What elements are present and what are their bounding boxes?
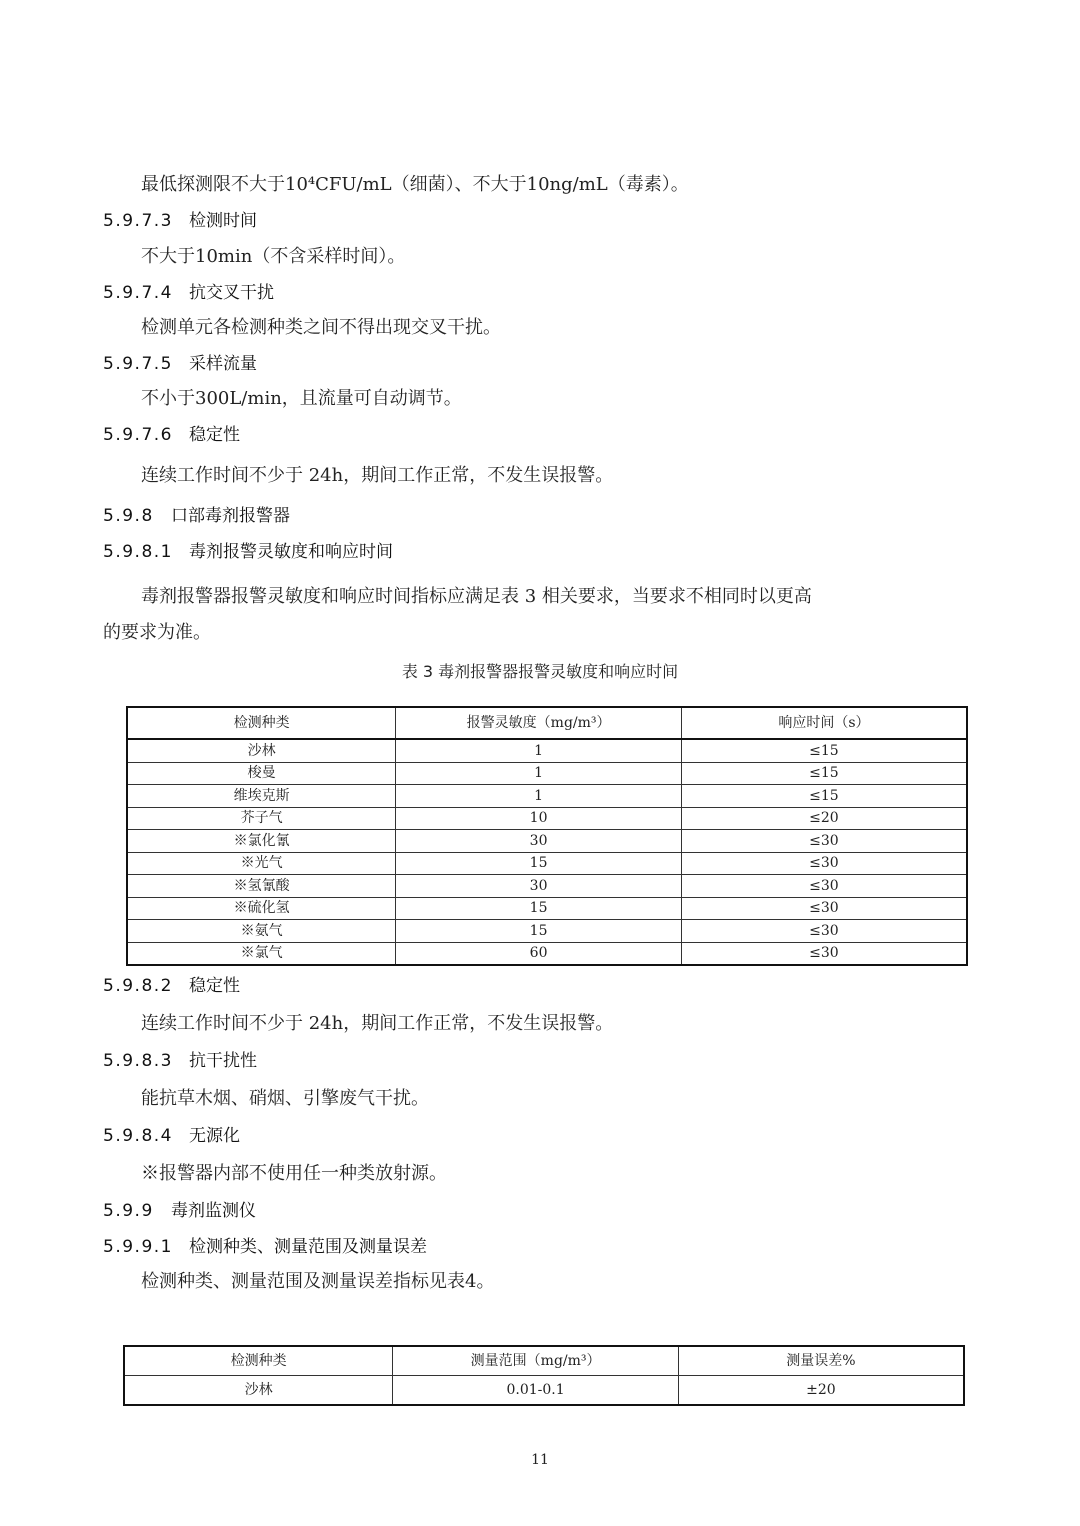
heading-5-9-7-3 xyxy=(103,206,257,231)
column-header: 测量误差% xyxy=(678,1346,964,1376)
heading-title: 稳定性 xyxy=(189,425,240,445)
table-cell: 沙林 xyxy=(124,1376,393,1406)
table-cell: ※氨气 xyxy=(127,920,396,943)
table-cell: 维埃克斯 xyxy=(127,785,396,808)
heading-5-9-7-4 xyxy=(103,278,274,303)
column-header: 报警灵敏度（mg/m³） xyxy=(396,707,682,739)
table-row xyxy=(127,852,967,875)
page-number: 11 xyxy=(531,1452,549,1468)
table-row xyxy=(127,942,967,965)
table-cell: ≤15 xyxy=(681,739,967,762)
table-cell: ≤30 xyxy=(681,920,967,943)
table-cell: 15 xyxy=(396,920,682,943)
table-cell: ≤30 xyxy=(681,830,967,853)
table-cell: ≤20 xyxy=(681,807,967,830)
anti-interference-text: 能抗草木烟、硝烟、引擎废气干扰。 xyxy=(141,1088,429,1109)
table-cell: ≤30 xyxy=(681,942,967,965)
heading-5-9-9 xyxy=(103,1196,256,1221)
heading-title: 检测种类、测量范围及测量误差 xyxy=(189,1237,427,1257)
heading-title: 检测时间 xyxy=(189,211,257,231)
table-cell: ±20 xyxy=(678,1376,964,1406)
table-cell: ≤30 xyxy=(681,852,967,875)
heading-5-9-8-1 xyxy=(103,537,393,562)
table-cell: ≤15 xyxy=(681,762,967,785)
heading-number: 5.9.7.6 xyxy=(103,425,173,445)
table-cell: 沙林 xyxy=(127,739,396,762)
heading-title: 抗干扰性 xyxy=(189,1051,257,1071)
heading-5-9-8 xyxy=(103,501,290,526)
table-cell: 1 xyxy=(396,785,682,808)
heading-5-9-7-5 xyxy=(103,349,257,374)
table-row xyxy=(127,807,967,830)
heading-title: 毒剂报警灵敏度和响应时间 xyxy=(189,542,393,562)
heading-5-9-8-4 xyxy=(103,1121,240,1146)
heading-title: 采样流量 xyxy=(189,354,257,374)
stability-text: 连续工作时间不少于 24h，期间工作正常，不发生误报警。 xyxy=(141,465,614,486)
detect-limit-text: 最低探测限不大于10⁴CFU/mL（细菌）、不大于10ng/mL（毒素）。 xyxy=(141,174,689,195)
table-cell: 30 xyxy=(396,875,682,898)
table-cell: ※硫化氢 xyxy=(127,897,396,920)
column-header: 响应时间（s） xyxy=(681,707,967,739)
sampling-flow-text: 不小于300L/min，且流量可自动调节。 xyxy=(141,388,462,409)
heading-5-9-8-3 xyxy=(103,1046,257,1071)
stability-text-2: 连续工作时间不少于 24h，期间工作正常，不发生误报警。 xyxy=(141,1013,614,1034)
heading-title: 无源化 xyxy=(189,1126,240,1146)
table-cell: 1 xyxy=(396,739,682,762)
table-row xyxy=(127,897,967,920)
table-cell: 梭曼 xyxy=(127,762,396,785)
heading-title: 抗交叉干扰 xyxy=(189,283,274,303)
cross-interference-text: 检测单元各检测种类之间不得出现交叉干扰。 xyxy=(141,317,501,338)
table-cell: ※光气 xyxy=(127,852,396,875)
table-header-row xyxy=(124,1346,964,1376)
column-header: 测量范围（mg/m³） xyxy=(393,1346,679,1376)
heading-number: 5.9.9.1 xyxy=(103,1237,173,1257)
detection-time-text: 不大于10min（不含采样时间）。 xyxy=(141,246,406,267)
measurement-text: 检测种类、测量范围及测量误差指标见表4。 xyxy=(141,1271,495,1292)
table-row xyxy=(127,920,967,943)
table-cell: ≤15 xyxy=(681,785,967,808)
table-row xyxy=(124,1376,964,1406)
column-header: 检测种类 xyxy=(127,707,396,739)
heading-title: 口部毒剂报警器 xyxy=(171,506,290,526)
heading-number: 5.9.8.4 xyxy=(103,1126,173,1146)
table-cell: ※氯气 xyxy=(127,942,396,965)
table-cell: ※氢氰酸 xyxy=(127,875,396,898)
table-row xyxy=(127,785,967,808)
passive-text: ※报警器内部不使用任一种类放射源。 xyxy=(141,1163,447,1184)
table-row xyxy=(127,739,967,762)
table-cell: 30 xyxy=(396,830,682,853)
table-cell: 15 xyxy=(396,897,682,920)
heading-title: 毒剂监测仪 xyxy=(171,1201,256,1221)
heading-5-9-8-2 xyxy=(103,971,240,996)
table-row xyxy=(127,875,967,898)
heading-title: 稳定性 xyxy=(189,976,240,996)
table-cell: 10 xyxy=(396,807,682,830)
table-row xyxy=(127,830,967,853)
heading-number: 5.9.9 xyxy=(103,1201,154,1221)
table-cell: ※氯化氰 xyxy=(127,830,396,853)
table-row xyxy=(127,762,967,785)
table-cell: 15 xyxy=(396,852,682,875)
heading-number: 5.9.8.1 xyxy=(103,542,173,562)
heading-number: 5.9.8.2 xyxy=(103,976,173,996)
table-cell: 芥子气 xyxy=(127,807,396,830)
table3-caption: 表 3 毒剂报警器报警灵敏度和响应时间 xyxy=(401,662,679,681)
sensitivity-text-line1: 毒剂报警器报警灵敏度和响应时间指标应满足表 3 相关要求，当要求不相同时以更高 xyxy=(141,586,812,607)
heading-number: 5.9.7.5 xyxy=(103,354,173,374)
heading-5-9-7-6 xyxy=(103,420,240,445)
table-cell: 60 xyxy=(396,942,682,965)
sensitivity-text-line2: 的要求为准。 xyxy=(103,622,211,643)
heading-number: 5.9.7.3 xyxy=(103,211,173,231)
table4 xyxy=(123,1345,965,1406)
heading-number: 5.9.8.3 xyxy=(103,1051,173,1071)
heading-number: 5.9.7.4 xyxy=(103,283,173,303)
table-cell: ≤30 xyxy=(681,875,967,898)
heading-number: 5.9.8 xyxy=(103,506,154,526)
column-header: 检测种类 xyxy=(124,1346,393,1376)
heading-5-9-9-1 xyxy=(103,1232,427,1257)
table-cell: 0.01-0.1 xyxy=(393,1376,679,1406)
table-header-row xyxy=(127,707,967,739)
table-cell: 1 xyxy=(396,762,682,785)
table3 xyxy=(126,706,968,966)
table-cell: ≤30 xyxy=(681,897,967,920)
